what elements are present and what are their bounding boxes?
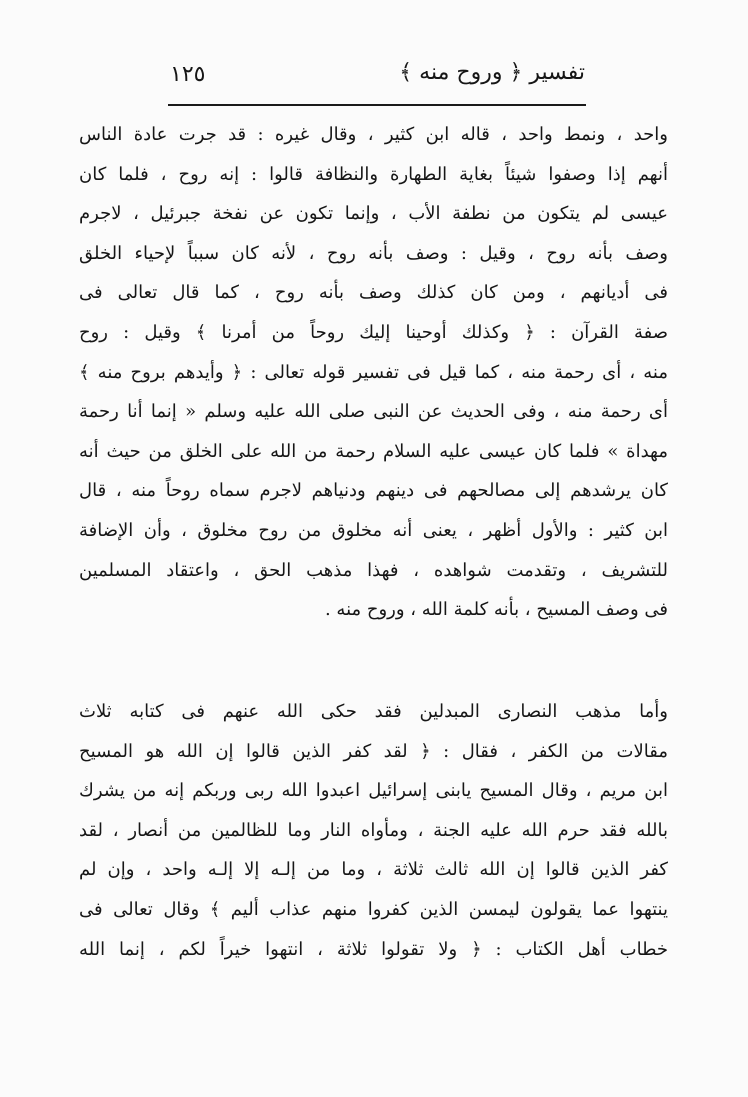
text-line: خطاب أهل الكتاب : ﴿ ولا تقولوا ثلاثة ، انتهوا خيراً لكم ، إنما الله — [79, 938, 668, 960]
paragraph-1 — [79, 115, 668, 630]
text-line: عيسى لم يتكون من نطفة الأب ، وإنما تكون عن نفخة جبرئيل ، لاجرم — [79, 203, 668, 225]
text-line: كفر الذين قالوا إن الله ثالث ثلاثة ، وما من إلـه إلا إلـه واحد ، وإن لم — [79, 859, 668, 881]
text-line: مهداة » فلما كان عيسى عليه السلام رحمة من الله على الخلق من حيث أنه — [79, 440, 668, 462]
text-line: بالله فقد حرم الله عليه الجنة ، ومأواه النار وما للظالمين من أنصار ، لقد — [79, 819, 668, 841]
header-divider — [168, 104, 586, 106]
text-line: صفة القرآن : ﴿ وكذلك أوحينا إليك روحاً من أمرنا ﴾ وقيل : روح — [79, 321, 668, 343]
text-line: منه ، أى رحمة منه ، كما قيل فى تفسير قوله تعالى : ﴿ وأيدهم بروح منه ﴾ — [79, 361, 668, 383]
paragraph-2 — [79, 692, 668, 969]
header-title: تفسير ﴿ وروح منه ﴾ — [399, 60, 585, 85]
text-line: وصف بأنه روح ، وقيل : وصف بأنه روح ، لأنه كان سبباً لإحياء الخلق — [79, 242, 668, 264]
text-line: فى أديانهم ، ومن كان كذلك وصف بأنه روح ، كما قال تعالى فى — [79, 282, 668, 304]
running-header — [170, 58, 585, 98]
text-line: واحد ، ونمط واحد ، قاله ابن كثير ، وقال غيره : قد جرت عادة الناس — [79, 124, 668, 145]
page-number: ١٢٥ — [170, 62, 206, 87]
text-line: أى رحمة منه ، وفى الحديث عن النبى صلى الله عليه وسلم « إنما أنا رحمة — [79, 401, 668, 423]
text-line: مقالات من الكفر ، فقال : ﴿ لقد كفر الذين قالوا إن الله هو المسيح — [79, 740, 668, 762]
text-line: للتشريف ، وتقدمت شواهده ، فهذا مذهب الحق ، واعتقاد المسلمين — [79, 559, 668, 581]
text-line: فى وصف المسيح ، بأنه كلمة الله ، وروح منه . — [324, 599, 668, 621]
text-line: أنهم إذا وصفوا شيئاً بغاية الطهارة والنظافة قالوا : إنه روح ، فلما كان — [79, 163, 668, 185]
text-line: ينتهوا عما يقولون ليمسن الذين كفروا منهم عذاب أليم ﴾ وقال تعالى فى — [79, 898, 668, 920]
text-line: وأما مذهب النصارى المبدلين فقد حكى الله عنهم فى كتابه ثلاث — [79, 701, 668, 722]
text-line: كان يرشدهم إلى مصالحهم فى دينهم ودنياهم لاجرم سماه روحاً منه ، قال — [79, 480, 668, 502]
text-line: ابن مريم ، وقال المسيح يابنى إسرائيل اعبدوا الله ربى وربكم إنه من يشرك — [79, 780, 668, 802]
text-line: ابن كثير : والأول أظهر ، يعنى أنه مخلوق من روح مخلوق ، وأن الإضافة — [79, 519, 668, 541]
